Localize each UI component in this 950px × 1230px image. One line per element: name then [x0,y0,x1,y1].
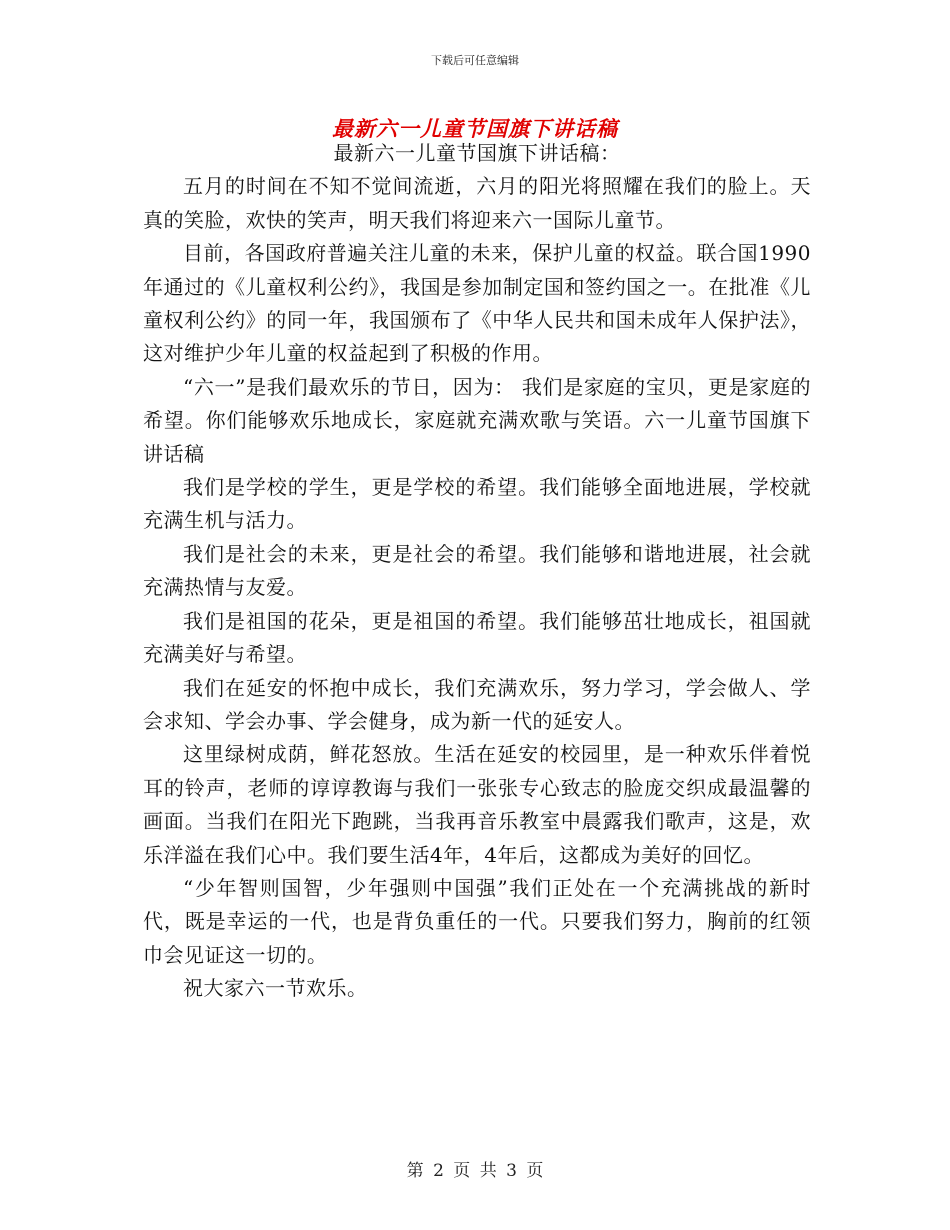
document-subtitle: 最新六一儿童节国旗下讲话稿： [333,141,621,165]
paragraph: 这里绿树成荫，鲜花怒放。生活在延安的校园里，是一种欢乐伴着悦耳的铃声，老师的谆谆教诲与我们一张张专心致志的脸庞交织成最温馨的画面。当我们在阳光下跑跳，当我再音乐教室中晨露我们歌声，这是，欢乐洋溢在我们心中。我们要生活4年，4年后，这都成为美好的回忆。 [143,742,811,867]
document-body [143,137,811,1006]
paragraph: 目前，各国政府普遍关注儿童的未来，保护儿童的权益。联合国1990年通过的《儿童权利公约》，我国是参加制定国和签约国之一。在批准《儿童权利公约》的同一年，我国颁布了《中华人民共和国未成年人保护法》，这对维护少年儿童的权益起到了积极的作用。 [143,241,811,366]
paragraph: “六一”是我们最欢乐的节日，因为： 我们是家庭的宝贝，更是家庭的希望。你们能够欢乐地成长，家庭就充满欢歌与笑语。六一儿童节国旗下讲话稿 [143,374,811,466]
paragraph: “少年智则国智，少年强则中国强”我们正处在一个充满挑战的新时代，既是幸运的一代，也是背负重任的一代。只要我们努力，胸前的红领巾会见证这一切的。 [143,875,811,967]
paragraph: 我们是社会的未来，更是社会的希望。我们能够和谐地进展，社会就充满热情与友爱。 [143,541,811,600]
header-note: 下载后可任意编辑 [431,54,519,67]
paragraph: 我们是学校的学生，更是学校的希望。我们能够全面地进展，学校就充满生机与活力。 [143,475,811,533]
paragraph: 我们是祖国的花朵，更是祖国的希望。我们能够茁壮地成长，祖国就充满美好与希望。 [143,608,811,667]
paragraph: 祝大家六一节欢乐。 [183,976,368,1001]
paragraph: 我们在延安的怀抱中成长，我们充满欢乐，努力学习，学会做人、学会求知、学会办事、学会健身，成为新一代的延安人。 [143,675,811,733]
page-footer: 第 2 页 共 3 页 [406,1161,544,1181]
document-title: 最新六一儿童节国旗下讲话稿 [332,117,618,141]
paragraph: 五月的时间在不知不觉间流逝，六月的阳光将照耀在我们的脸上。天真的笑脸，欢快的笑声，明天我们将迎来六一国际儿童节。 [143,174,811,232]
